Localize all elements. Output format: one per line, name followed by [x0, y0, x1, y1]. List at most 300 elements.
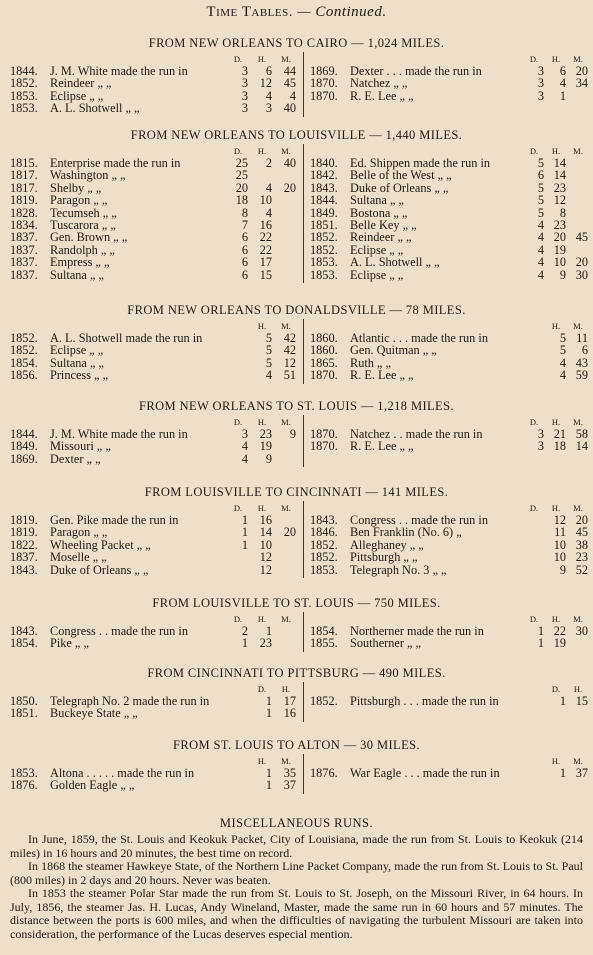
- row-time-value: 6: [241, 242, 248, 257]
- column-header: [304, 503, 586, 513]
- row-boat-name: Duke of Orleans „ „: [350, 181, 449, 195]
- row-year: 1854.: [10, 636, 38, 651]
- section-heading: FROM NEW ORLEANS TO CAIRO — 1,024 MILES.: [148, 36, 445, 50]
- unit-header: H.: [257, 146, 267, 156]
- row-time-value: 23: [553, 218, 566, 232]
- row-boat-name: Missouri „ „: [50, 440, 111, 454]
- row-time-value: 1: [265, 624, 272, 638]
- row-time-value: 42: [283, 343, 296, 358]
- row-time-value: 19: [553, 242, 566, 257]
- row-time-value: 4: [265, 368, 272, 383]
- row-year: 1843.: [310, 513, 338, 527]
- row-boat-name: War Eagle . . . made the run in: [350, 767, 500, 780]
- row-time-value: 5: [537, 193, 544, 208]
- column-header: [304, 321, 586, 331]
- row-year: 1870.: [310, 368, 338, 383]
- column-header: [304, 684, 586, 694]
- row-time-value: 1: [265, 766, 272, 780]
- table-row: [304, 357, 586, 370]
- row-year: 1853.: [10, 88, 38, 103]
- right-column: [303, 415, 586, 467]
- row-boat-name: R. E. Lee „ „: [350, 440, 414, 454]
- section-heading: FROM LOUISVILLE TO ST. LOUIS — 750 MILES.: [152, 596, 441, 610]
- row-boat-name: Reindeer „ „: [50, 77, 112, 91]
- row-time-value: 1: [241, 513, 248, 527]
- row-time-value: 4: [537, 218, 544, 232]
- row-time-value: 3: [537, 439, 544, 454]
- row-year: 1853.: [310, 255, 338, 270]
- row-time-value: 12: [259, 562, 272, 577]
- table-row: [304, 695, 586, 708]
- table-row: [10, 182, 298, 195]
- row-time-value: 10: [553, 255, 566, 270]
- left-column: [10, 666, 298, 722]
- row-time-value: 4: [559, 76, 566, 91]
- row-year: 1849.: [310, 205, 338, 220]
- row-time-value: 5: [559, 331, 566, 345]
- unit-header: M.: [281, 503, 291, 513]
- page-title-main: Time Tables.: [206, 4, 293, 20]
- row-year: 1817.: [10, 180, 38, 195]
- row-time-value: 2: [265, 156, 272, 170]
- row-time-value: 37: [575, 766, 588, 780]
- row-boat-name: Telegraph No. 3 „ „: [350, 563, 447, 577]
- row-boat-name: J. M. White made the run in: [50, 428, 188, 441]
- row-boat-name: Wheeling Packet „ „: [50, 538, 151, 552]
- column-header: [10, 146, 298, 156]
- time-table-section: [0, 303, 593, 391]
- time-table-section: [0, 36, 593, 124]
- table-row: [304, 767, 586, 780]
- row-time-value: 45: [283, 76, 296, 91]
- row-time-value: 1: [559, 694, 566, 708]
- row-time-value: 18: [553, 439, 566, 454]
- row-time-value: 3: [241, 427, 248, 441]
- left-column: [10, 399, 298, 467]
- row-boat-name: Belle of the West „ „: [350, 169, 452, 183]
- row-time-value: 6: [581, 343, 588, 358]
- row-boat-name: Dexter „ „: [50, 452, 101, 466]
- page-title: [0, 4, 593, 21]
- row-year: 1815.: [10, 156, 38, 170]
- row-time-value: 20: [575, 255, 588, 270]
- row-year: 1869.: [310, 64, 338, 78]
- row-boat-name: Bostona „ „: [350, 206, 408, 220]
- row-time-value: 10: [553, 537, 566, 552]
- left-column: [10, 738, 298, 794]
- row-year: 1852.: [310, 694, 338, 708]
- row-time-value: 5: [537, 205, 544, 220]
- row-boat-name: Alleghaney „ „: [350, 538, 424, 552]
- column-header: [10, 614, 298, 624]
- row-boat-name: Pike „ „: [50, 637, 89, 651]
- row-time-value: 4: [241, 439, 248, 454]
- row-boat-name: Princess „ „: [50, 369, 109, 383]
- row-time-value: 45: [575, 230, 588, 245]
- row-year: 1852.: [10, 343, 38, 358]
- row-boat-name: Pittsburgh „ „: [350, 551, 418, 565]
- unit-header: M.: [281, 756, 291, 766]
- row-boat-name: Natchez . . made the run in: [350, 428, 483, 441]
- table-row: [304, 564, 586, 577]
- row-year: 1834.: [10, 218, 38, 232]
- row-boat-name: Shelby „ „: [50, 181, 102, 195]
- unit-header: H.: [573, 684, 583, 694]
- unit-header: H.: [281, 684, 291, 694]
- row-time-value: 4: [265, 88, 272, 103]
- row-time-value: 5: [265, 355, 272, 370]
- row-year: 1852.: [310, 230, 338, 245]
- column-header: [304, 54, 586, 64]
- row-time-value: 20: [235, 180, 248, 195]
- table-row: [10, 65, 298, 78]
- table-row: [304, 269, 586, 282]
- row-year: 1843.: [310, 180, 338, 195]
- unit-header: D.: [233, 54, 243, 64]
- row-year: 1852.: [310, 242, 338, 257]
- row-time-value: 4: [537, 230, 544, 245]
- unit-header: D.: [233, 503, 243, 513]
- table-row: [10, 695, 298, 708]
- column-header: [304, 417, 586, 427]
- column-header: [10, 503, 298, 513]
- table-row: [10, 428, 298, 441]
- row-time-value: 34: [575, 76, 588, 91]
- misc-runs-title: MISCELLANEOUS RUNS.: [219, 816, 374, 830]
- row-time-value: 4: [289, 88, 296, 103]
- row-year: 1855.: [310, 636, 338, 651]
- row-boat-name: Sultana „ „: [50, 356, 104, 370]
- row-boat-name: Paragon „ „: [50, 194, 108, 208]
- row-year: 1851.: [10, 706, 38, 721]
- row-time-value: 1: [559, 766, 566, 780]
- table-row: [10, 564, 298, 577]
- right-column: [303, 754, 586, 794]
- row-time-value: 12: [259, 76, 272, 91]
- row-year: 1837.: [10, 230, 38, 245]
- row-time-value: 4: [265, 205, 272, 220]
- column-header: [10, 417, 298, 427]
- table-row: [10, 707, 298, 720]
- table-row: [10, 169, 298, 182]
- column-header: [10, 321, 298, 331]
- row-time-value: 5: [537, 156, 544, 170]
- table-row: [10, 369, 298, 382]
- table-row: [304, 539, 586, 552]
- table-row: [304, 526, 586, 539]
- row-year: 1837.: [10, 550, 38, 565]
- row-time-value: 2: [241, 624, 248, 638]
- row-year: 1856.: [10, 368, 38, 383]
- row-time-value: 3: [241, 101, 248, 116]
- row-boat-name: Northerner made the run in: [350, 625, 484, 638]
- row-time-value: 1: [265, 778, 272, 793]
- row-boat-name: Ben Franklin (No. 6) „: [350, 526, 462, 540]
- row-boat-name: Eclipse „ „: [350, 243, 404, 257]
- section-heading: FROM CINCINNATI TO PITTSBURG — 490 MILES.: [147, 666, 446, 680]
- time-table-section: [0, 738, 593, 800]
- row-time-value: 1: [241, 537, 248, 552]
- unit-header: H.: [551, 54, 561, 64]
- row-time-value: 40: [283, 101, 296, 116]
- column-header: [304, 614, 586, 624]
- row-year: 1870.: [310, 88, 338, 103]
- row-time-value: 23: [259, 427, 272, 441]
- table-row: [10, 219, 298, 232]
- row-boat-name: A. L. Shotwell „ „: [350, 256, 440, 270]
- table-row: [304, 90, 586, 103]
- row-time-value: 43: [575, 355, 588, 370]
- row-boat-name: Tecumseh „ „: [50, 206, 117, 220]
- time-table-section: [0, 399, 593, 473]
- unit-header: D.: [233, 614, 243, 624]
- table-row: [304, 440, 586, 453]
- row-time-value: 23: [575, 550, 588, 565]
- row-boat-name: Gen. Pike made the run in: [50, 514, 179, 527]
- row-year: 1865.: [310, 355, 338, 370]
- misc-paragraph: In June, 1859, the St. Louis and Keokuk Packet, City of Louisiana, made the run from St. Louis to Keokuk (214 miles) in 16 hours and 20 minutes, the best time on record.: [10, 832, 583, 860]
- section-heading: FROM ST. LOUIS TO ALTON — 30 MILES.: [172, 738, 421, 752]
- row-time-value: 9: [559, 562, 566, 577]
- row-year: 1837.: [10, 255, 38, 270]
- row-boat-name: Ed. Shippen made the run in: [350, 157, 491, 170]
- row-time-value: 18: [235, 193, 248, 208]
- table-row: [10, 539, 298, 552]
- unit-header: D.: [551, 684, 561, 694]
- row-boat-name: Eclipse „ „: [50, 344, 104, 358]
- row-time-value: 10: [259, 537, 272, 552]
- row-time-value: 45: [575, 525, 588, 540]
- row-time-value: 15: [259, 267, 272, 282]
- row-time-value: 19: [553, 636, 566, 651]
- time-table-section: [0, 128, 593, 292]
- row-year: 1819.: [10, 193, 38, 208]
- row-time-value: 15: [575, 694, 588, 708]
- row-time-value: 23: [553, 180, 566, 195]
- table-row: [10, 357, 298, 370]
- row-year: 1870.: [310, 439, 338, 454]
- table-row: [10, 207, 298, 220]
- row-time-value: 12: [283, 355, 296, 370]
- unit-header: M.: [573, 503, 583, 513]
- unit-header: M.: [281, 146, 291, 156]
- row-time-value: 21: [553, 427, 566, 441]
- row-time-value: 5: [265, 343, 272, 358]
- table-row: [10, 551, 298, 564]
- row-time-value: 8: [559, 205, 566, 220]
- time-table-section: [0, 485, 593, 585]
- unit-header: M.: [573, 614, 583, 624]
- table-row: [10, 102, 298, 115]
- row-time-value: 11: [576, 331, 588, 345]
- row-time-value: 20: [283, 180, 296, 195]
- section-heading: FROM NEW ORLEANS TO LOUISVILLE — 1,440 MILES.: [130, 128, 463, 142]
- row-time-value: 22: [553, 624, 566, 638]
- unit-header: D.: [529, 614, 539, 624]
- row-boat-name: Sultana „ „: [50, 268, 104, 282]
- row-time-value: 22: [259, 230, 272, 245]
- row-year: 1852.: [310, 550, 338, 565]
- row-time-value: 58: [575, 427, 588, 441]
- table-row: [304, 551, 586, 564]
- row-time-value: 1: [265, 694, 272, 708]
- left-column: [10, 303, 298, 384]
- table-row: [10, 779, 298, 792]
- row-time-value: 3: [265, 101, 272, 116]
- unit-header: D.: [529, 417, 539, 427]
- unit-header: H.: [551, 614, 561, 624]
- row-year: 1846.: [310, 525, 338, 540]
- unit-header: H.: [551, 756, 561, 766]
- row-year: 1853.: [10, 766, 38, 780]
- row-year: 1853.: [310, 562, 338, 577]
- left-column: [10, 485, 298, 578]
- unit-header: D.: [233, 146, 243, 156]
- row-time-value: 6: [559, 64, 566, 78]
- row-time-value: 12: [553, 193, 566, 208]
- unit-header: D.: [233, 417, 243, 427]
- section-heading: FROM NEW ORLEANS TO ST. LOUIS — 1,218 MILES.: [139, 399, 454, 413]
- row-time-value: 42: [283, 331, 296, 345]
- right-column: [303, 612, 586, 652]
- row-year: 1854.: [310, 624, 338, 638]
- time-table-section: [0, 666, 593, 728]
- row-year: 1840.: [310, 156, 338, 170]
- table-row: [10, 767, 298, 780]
- row-time-value: 3: [241, 88, 248, 103]
- row-time-value: 12: [259, 550, 272, 565]
- row-year: 1853.: [310, 267, 338, 282]
- row-time-value: 25: [235, 156, 248, 170]
- table-row: [10, 157, 298, 170]
- row-boat-name: Sultana „ „: [350, 194, 404, 208]
- row-boat-name: Paragon „ „: [50, 526, 108, 540]
- row-year: 1853.: [10, 101, 38, 116]
- row-time-value: 11: [554, 525, 566, 540]
- row-boat-name: Buckeye State „ „: [50, 707, 138, 721]
- row-boat-name: Washington „ „: [50, 169, 126, 183]
- row-time-value: 9: [559, 267, 566, 282]
- row-time-value: 17: [259, 255, 272, 270]
- row-time-value: 5: [265, 331, 272, 345]
- row-boat-name: J. M. White made the run in: [50, 65, 188, 78]
- row-time-value: 4: [559, 368, 566, 383]
- section-heading: FROM LOUISVILLE TO CINCINNATI — 141 MILES.: [144, 485, 449, 499]
- left-column: [10, 36, 298, 117]
- row-time-value: 3: [241, 64, 248, 78]
- row-year: 1844.: [10, 64, 38, 78]
- row-boat-name: Eclipse „ „: [350, 268, 404, 282]
- row-time-value: 16: [259, 218, 272, 232]
- row-time-value: 4: [537, 242, 544, 257]
- unit-header: H.: [257, 417, 267, 427]
- row-boat-name: Randolph „ „: [50, 243, 115, 257]
- unit-header: M.: [281, 614, 291, 624]
- row-year: 1860.: [310, 343, 338, 358]
- unit-header: M.: [573, 321, 583, 331]
- row-time-value: 3: [537, 88, 544, 103]
- table-row: [10, 332, 298, 345]
- right-column: [303, 144, 586, 283]
- table-row: [10, 514, 298, 527]
- row-boat-name: R. E. Lee „ „: [350, 89, 414, 103]
- row-boat-name: Empress „ „: [50, 256, 110, 270]
- row-boat-name: Gen. Brown „ „: [50, 231, 128, 245]
- row-year: 1852.: [10, 76, 38, 91]
- unit-header: H.: [257, 503, 267, 513]
- unit-header: D.: [529, 146, 539, 156]
- row-year: 1850.: [10, 694, 38, 708]
- row-boat-name: A. L. Shotwell „ „: [50, 102, 140, 116]
- unit-header: H.: [551, 417, 561, 427]
- row-time-value: 44: [283, 64, 296, 78]
- row-year: 1870.: [310, 76, 338, 91]
- right-column: [303, 52, 586, 117]
- row-time-value: 1: [265, 706, 272, 721]
- row-year: 1837.: [10, 242, 38, 257]
- row-time-value: 30: [575, 267, 588, 282]
- row-boat-name: Natchez „ „: [350, 77, 408, 91]
- row-time-value: 6: [241, 230, 248, 245]
- row-boat-name: Pittsburgh . . . made the run in: [350, 695, 499, 708]
- right-column: [303, 682, 586, 722]
- row-boat-name: Altona . . . . . made the run in: [50, 767, 195, 780]
- row-boat-name: Belle Key „ „: [350, 219, 417, 232]
- row-time-value: 19: [259, 439, 272, 454]
- table-row: [304, 344, 586, 357]
- row-boat-name: A. L. Shotwell made the run in: [50, 332, 203, 345]
- row-time-value: 3: [537, 427, 544, 441]
- row-time-value: 8: [241, 205, 248, 220]
- section-heading: FROM NEW ORLEANS TO DONALDSVILLE — 78 MILES.: [127, 303, 466, 317]
- row-boat-name: Gen. Quitman „ „: [350, 344, 437, 358]
- row-boat-name: Duke of Orleans „ „: [50, 563, 149, 577]
- row-time-value: 4: [241, 451, 248, 466]
- row-boat-name: Telegraph No. 2 made the run in: [50, 695, 210, 708]
- row-time-value: 9: [265, 451, 272, 466]
- row-year: 1843.: [10, 562, 38, 577]
- unit-header: M.: [281, 321, 291, 331]
- unit-header: H.: [551, 321, 561, 331]
- row-year: 1844.: [310, 193, 338, 208]
- row-year: 1822.: [10, 537, 38, 552]
- time-table-section: [0, 596, 593, 658]
- unit-header: M.: [281, 417, 291, 427]
- row-boat-name: R. E. Lee „ „: [350, 369, 414, 383]
- row-time-value: 9: [289, 427, 296, 441]
- row-year: 1844.: [10, 427, 38, 441]
- row-year: 1870.: [310, 427, 338, 441]
- row-time-value: 16: [259, 513, 272, 527]
- row-time-value: 6: [241, 267, 248, 282]
- unit-header: H.: [551, 146, 561, 156]
- column-header: [304, 146, 586, 156]
- row-time-value: 5: [559, 343, 566, 358]
- row-time-value: 10: [259, 193, 272, 208]
- unit-header: H.: [257, 756, 267, 766]
- table-row: [304, 514, 586, 527]
- row-time-value: 1: [559, 88, 566, 103]
- table-row: [10, 231, 298, 244]
- table-row: [10, 244, 298, 257]
- row-time-value: 17: [283, 694, 296, 708]
- unit-header: D.: [257, 684, 267, 694]
- row-time-value: 3: [537, 64, 544, 78]
- table-row: [10, 269, 298, 282]
- row-time-value: 4: [537, 267, 544, 282]
- row-time-value: 16: [283, 706, 296, 721]
- row-boat-name: Tuscarora „ „: [50, 219, 116, 232]
